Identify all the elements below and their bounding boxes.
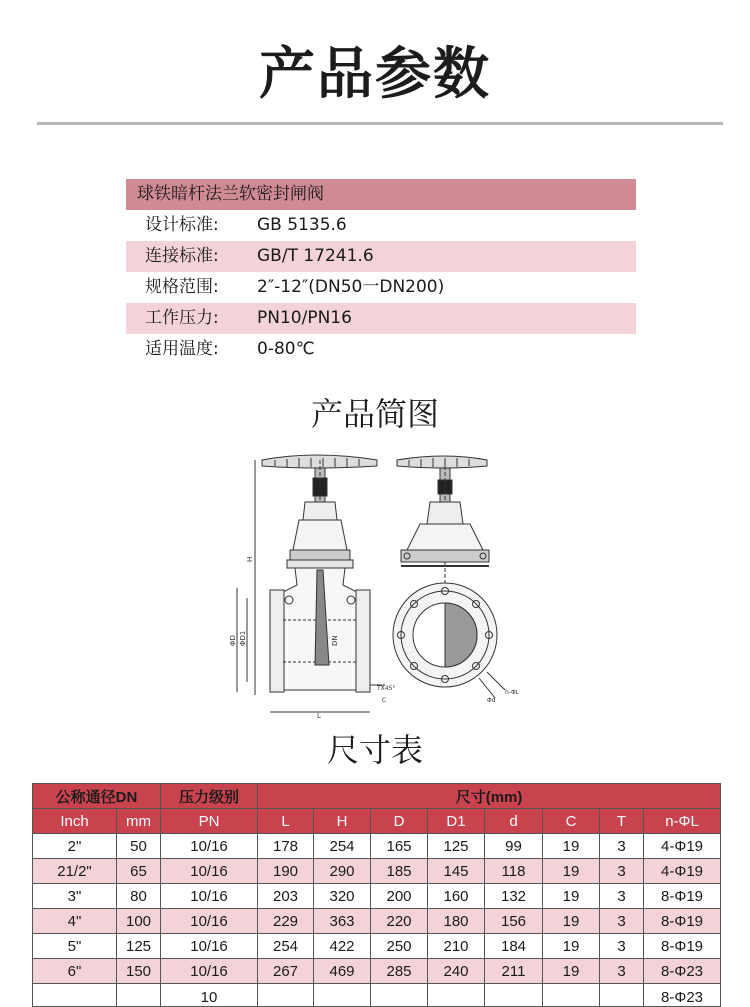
table-cell <box>117 984 161 1007</box>
header-size: 尺寸(mm) <box>258 784 721 809</box>
table-cell: 240 <box>428 959 485 984</box>
column-header: d <box>485 809 543 834</box>
title-divider <box>37 122 723 125</box>
table-cell <box>485 984 543 1007</box>
table-cell: 5" <box>33 934 117 959</box>
table-cell: 10/16 <box>161 934 258 959</box>
table-cell: 469 <box>314 959 371 984</box>
table-body <box>33 834 721 984</box>
spec-heading: 球铁暗杆法兰软密封闸阀 <box>126 179 636 210</box>
spec-row-design-standard <box>126 210 636 241</box>
table-cell: 3 <box>600 934 644 959</box>
spec-row-working-pressure <box>126 303 636 334</box>
spec-label: 设计标准: <box>145 215 219 235</box>
table-cell: 184 <box>485 934 543 959</box>
table-row <box>33 834 721 859</box>
table-cell: 65 <box>117 859 161 884</box>
table-cell: 3 <box>600 959 644 984</box>
table-cell <box>543 984 600 1007</box>
column-header: Inch <box>33 809 117 834</box>
table-cell: 19 <box>543 909 600 934</box>
table-cell: 3 <box>600 859 644 884</box>
table-cell: 19 <box>543 859 600 884</box>
column-header: D1 <box>428 809 485 834</box>
table-cell: 3 <box>600 884 644 909</box>
spec-label: 规格范围: <box>145 277 219 297</box>
spec-label: 连接标准: <box>145 246 219 266</box>
table-cell: 363 <box>314 909 371 934</box>
column-header: H <box>314 809 371 834</box>
table-cell: 210 <box>428 934 485 959</box>
column-header: n-ΦL <box>644 809 721 834</box>
table-cell: 156 <box>485 909 543 934</box>
table-cell: 50 <box>117 834 161 859</box>
spec-row-size-range <box>126 272 636 303</box>
header-nominal-diameter: 公称通径DN <box>33 784 161 809</box>
column-header: T <box>600 809 644 834</box>
table-cell <box>371 984 428 1007</box>
table-cell: 8-Φ19 <box>644 884 721 909</box>
table-cell: 165 <box>371 834 428 859</box>
drawing-title: 产品简图 <box>310 395 439 433</box>
spec-value: 2″-12″(DN50一DN200) <box>257 277 445 297</box>
dim-label-chamfer: TX45° <box>377 685 396 692</box>
table-cell: 3" <box>33 884 117 909</box>
table-column-header-row <box>33 809 721 834</box>
table-cell: 10/16 <box>161 909 258 934</box>
spec-value: PN10/PN16 <box>257 308 352 328</box>
table-cell: 3 <box>600 834 644 859</box>
spec-label: 适用温度: <box>145 339 219 359</box>
dim-label-bolt-holes: n-ΦL <box>505 689 520 696</box>
table-cell: 10 <box>161 984 258 1007</box>
table-cell: 285 <box>371 959 428 984</box>
dim-label-d1: ΦD1 <box>239 630 247 646</box>
table-cell: 80 <box>117 884 161 909</box>
table-cell: 10/16 <box>161 834 258 859</box>
spec-value: GB 5135.6 <box>257 215 347 235</box>
dim-label-d: ΦD <box>229 635 237 646</box>
table-cell: 19 <box>543 959 600 984</box>
table-cell: 21/2" <box>33 859 117 884</box>
column-header: L <box>258 809 314 834</box>
table-cell: 10/16 <box>161 859 258 884</box>
table-cell: 10/16 <box>161 884 258 909</box>
table-cell: 8-Φ19 <box>644 909 721 934</box>
table-row <box>33 959 721 984</box>
table-cell: 190 <box>258 859 314 884</box>
table-cell: 3 <box>600 909 644 934</box>
header-pressure-class: 压力级别 <box>161 784 258 809</box>
table-cell: 19 <box>543 884 600 909</box>
table-cell: 211 <box>485 959 543 984</box>
table-cell: 422 <box>314 934 371 959</box>
spec-value: 0-80℃ <box>257 339 315 359</box>
dim-label-h: H <box>246 556 254 562</box>
table-cell: 8-Φ19 <box>644 934 721 959</box>
page-title: 产品参数 <box>259 42 491 107</box>
dimension-table-title: 尺寸表 <box>326 731 423 769</box>
front-view <box>393 456 520 704</box>
table-cell: 8-Φ23 <box>644 959 721 984</box>
table-cell: 220 <box>371 909 428 934</box>
table-cell <box>33 984 117 1007</box>
table-cell: 203 <box>258 884 314 909</box>
table-cell: 254 <box>314 834 371 859</box>
table-cell: 200 <box>371 884 428 909</box>
table-cell: 185 <box>371 859 428 884</box>
column-header: D <box>371 809 428 834</box>
table-cell: 118 <box>485 859 543 884</box>
table-cell: 19 <box>543 834 600 859</box>
table-cell: 4" <box>33 909 117 934</box>
table-cell: 125 <box>428 834 485 859</box>
table-cell: 132 <box>485 884 543 909</box>
table-cell: 229 <box>258 909 314 934</box>
table-cell: 100 <box>117 909 161 934</box>
table-row <box>33 859 721 884</box>
table-row <box>33 934 721 959</box>
column-header: PN <box>161 809 258 834</box>
table-cell: 19 <box>543 934 600 959</box>
spec-block <box>126 179 636 365</box>
table-cell: 180 <box>428 909 485 934</box>
table-row-partial <box>33 984 721 1007</box>
dim-label-small-d: Φd <box>487 697 496 704</box>
table-row <box>33 909 721 934</box>
table-cell: 290 <box>314 859 371 884</box>
table-row <box>33 884 721 909</box>
table-cell: 254 <box>258 934 314 959</box>
column-header: C <box>543 809 600 834</box>
table-cell: 4-Φ19 <box>644 859 721 884</box>
table-cell: 267 <box>258 959 314 984</box>
table-cell <box>600 984 644 1007</box>
table-cell: 2" <box>33 834 117 859</box>
table-cell: 145 <box>428 859 485 884</box>
table-cell: 320 <box>314 884 371 909</box>
table-cell <box>314 984 371 1007</box>
table-cell <box>258 984 314 1007</box>
table-cell: 10/16 <box>161 959 258 984</box>
valve-technical-drawing <box>225 450 525 720</box>
table-cell: 4-Φ19 <box>644 834 721 859</box>
column-header: mm <box>117 809 161 834</box>
side-view <box>229 455 395 720</box>
spec-label: 工作压力: <box>145 308 219 328</box>
table-cell <box>428 984 485 1007</box>
table-cell: 99 <box>485 834 543 859</box>
table-cell: 160 <box>428 884 485 909</box>
dim-label-c: C <box>382 697 387 704</box>
spec-row-temperature <box>126 334 636 365</box>
spec-value: GB/T 17241.6 <box>257 246 374 266</box>
table-cell: 6" <box>33 959 117 984</box>
dim-label-l: L <box>317 712 321 720</box>
table-cell: 178 <box>258 834 314 859</box>
table-cell: 8-Φ23 <box>644 984 721 1007</box>
table-cell: 250 <box>371 934 428 959</box>
table-group-header-row <box>33 784 721 809</box>
dim-label-dn: DN <box>331 635 339 646</box>
table-cell: 125 <box>117 934 161 959</box>
dimension-table <box>32 783 721 1007</box>
spec-row-connection-standard <box>126 241 636 272</box>
table-cell: 150 <box>117 959 161 984</box>
